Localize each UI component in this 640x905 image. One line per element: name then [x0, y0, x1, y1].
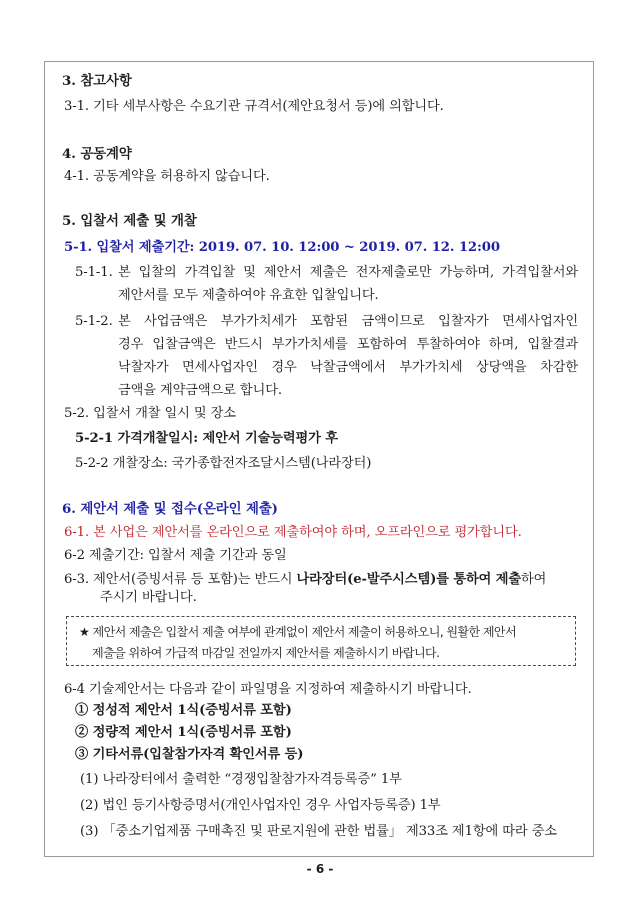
item-5-1-2-line-1: 본 사업금액은 부가가치세가 포함된 금액이므로 입찰자가 면세사업자인	[118, 314, 578, 329]
item-3-1: 3-1. 기타 세부사항은 수요기관 규격서(제안요청서 등)에 의합니다.	[64, 99, 444, 114]
item-6-3-part-b: 하여	[521, 572, 547, 587]
section-4-heading: 4. 공동계약	[62, 146, 132, 162]
section-5-heading: 5. 입찰서 제출 및 개찰	[62, 213, 197, 229]
item-6-3-bold: 나라장터(e-발주시스템)를 통하여 제출	[296, 572, 522, 587]
item-5-2: 5-2. 입찰서 개찰 일시 및 장소	[64, 406, 236, 421]
item-5-2-2: 5-2-2 개찰장소: 국가종합전자조달시스템(나라장터)	[75, 456, 372, 471]
item-5-1-1-line-2: 제안서를 모두 제출하여야 유효한 입찰입니다.	[118, 288, 379, 303]
item-5-1	[64, 239, 500, 257]
section-3-heading: 3. 참고사항	[62, 73, 132, 89]
item-6-4: 6-4 기술제안서는 다음과 같이 파일명을 지정하여 제출하시기 바랍니다.	[64, 682, 472, 697]
item-5-1-2-number: 5-1-2.	[75, 314, 113, 329]
item-6-1-text: 본 사업은 제안서를 온라인으로 제출하여야 하며, 오프라인으로 평가합니다.	[93, 525, 522, 540]
item-5-1-prefix: 5-1.	[64, 240, 97, 255]
list-item-circled-1: ① 정성적 제안서 1식(증빙서류 포함)	[75, 703, 292, 718]
list-item-circled-3: ③ 기타서류(입찰참가자격 확인서류 등)	[75, 747, 304, 762]
notice-box	[66, 616, 576, 666]
list-item-paren-2: (2) 법인 등기사항증명서(개인사업자인 경우 사업자등록증) 1부	[80, 798, 441, 813]
list-item-paren-3: (3) 「중소기업제품 구매촉진 및 판로지원에 관한 법률」 제33조 제1항에 따라 중소	[80, 824, 557, 839]
item-6-3-part-a: 6-3. 제안서(증빙서류 등 포함)는 반드시	[64, 572, 297, 587]
list-item-circled-2: ② 정량적 제안서 1식(증빙서류 포함)	[75, 725, 292, 740]
item-6-1	[64, 524, 522, 542]
list-item-paren-1: (1) 나라장터에서 출력한 “경쟁입찰참가자격등록증” 1부	[80, 772, 402, 787]
notice-line-1: ★ 제안서 제출은 입찰서 제출 여부에 관계없이 제안서 제출이 허용하오니, 원활한 제안서	[79, 625, 517, 639]
item-5-1-2-line-4: 금액을 계약금액으로 합니다.	[118, 383, 282, 398]
item-6-1-prefix: 6-1.	[64, 525, 94, 540]
item-5-1-2-line-2: 경우 입찰금액은 반드시 부가가치세를 포함하여 투찰하여야 하며, 입찰결과	[118, 337, 578, 352]
page-number: - 6 -	[306, 862, 334, 876]
notice-line-2: 제출을 위하여 가급적 마감일 전일까지 제안서를 제출하시기 바랍니다.	[92, 646, 440, 660]
section-6-heading: 6. 제안서 제출 및 접수(온라인 제출)	[62, 501, 278, 517]
item-5-1-text: 입찰서 제출기간: 2019. 07. 10. 12:00 ~ 2019. 07. 12. 12:00	[96, 240, 500, 255]
item-6-3-line-1	[64, 571, 546, 589]
item-6-2: 6-2 제출기간: 입찰서 제출 기간과 동일	[64, 548, 287, 563]
item-5-1-1-number: 5-1-1.	[75, 265, 113, 280]
item-5-1-2-line-3: 낙찰자가 면세사업자인 경우 낙찰금액에서 부가가치세 상당액을 차감한	[118, 360, 578, 375]
item-6-3-line-2: 주시기 바랍니다.	[100, 590, 197, 605]
item-5-1-1-line-1: 본 입찰의 가격입찰 및 제안서 제출은 전자제출로만 가능하며, 가격입찰서와	[118, 265, 578, 280]
item-5-2-1: 5-2-1 가격개찰일시: 제안서 기술능력평가 후	[75, 431, 338, 446]
item-4-1: 4-1. 공동계약을 허용하지 않습니다.	[64, 169, 270, 184]
